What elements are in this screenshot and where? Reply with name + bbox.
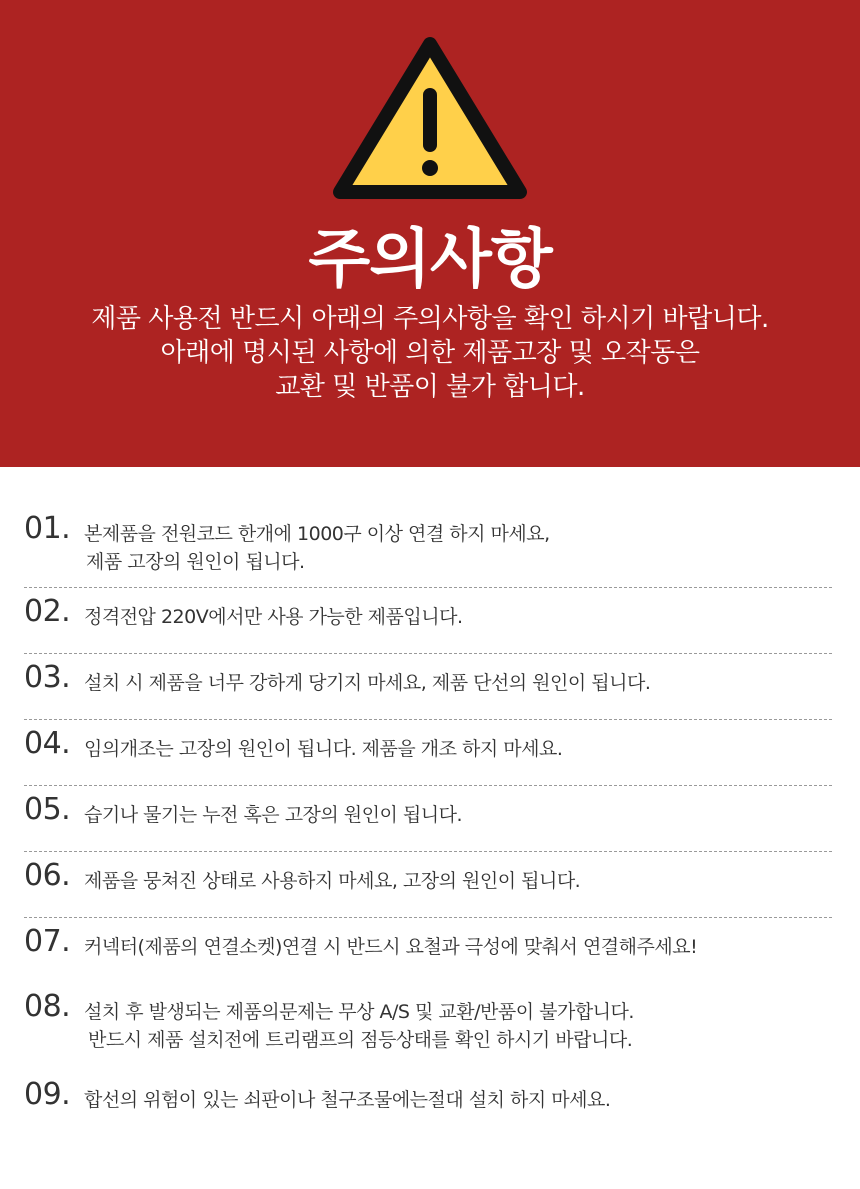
notice-line: 커넥터(제품의 연결소켓)연결 시 반드시 요철과 극성에 맞춰서 연결해주세요!: [84, 936, 698, 958]
notice-number: 02.: [24, 594, 71, 629]
notice-line: 합선의 위험이 있는 쇠판이나 철구조물에는절대 설치 하지 마세요.: [84, 1089, 611, 1111]
intro-line: 제품 사용전 반드시 아래의 주의사항을 확인 하시기 바랍니다.: [91, 304, 769, 334]
intro-text: [0, 302, 860, 404]
notice-line: 본제품을 전원코드 한개에 1000구 이상 연결 하지 마세요,: [84, 523, 550, 545]
notice-item-02: [24, 588, 832, 654]
notice-text: [84, 603, 462, 631]
page-title: 주의사항: [308, 223, 552, 297]
intro-line: 아래에 명시된 사항에 의한 제품고장 및 오작동은: [160, 338, 700, 368]
notice-number: 01.: [24, 511, 71, 546]
notice-number: 07.: [24, 924, 71, 959]
notice-text: [84, 1086, 610, 1114]
notice-text: [84, 867, 580, 895]
notice-line: 제품을 뭉쳐진 상태로 사용하지 마세요, 고장의 원인이 됩니다.: [84, 870, 581, 892]
notice-line: 반드시 제품 설치전에 트리램프의 점등상태를 확인 하시기 바랍니다.: [88, 1029, 633, 1051]
notice-text: [84, 735, 562, 763]
notice-line: 임의개조는 고장의 원인이 됩니다. 제품을 개조 하지 마세요.: [84, 738, 563, 760]
notice-number: 05.: [24, 792, 71, 827]
notice-item-05: [24, 786, 832, 852]
warning-banner: [0, 0, 860, 467]
notice-number: 03.: [24, 660, 71, 695]
notice-line: 제품 고장의 원인이 됩니다.: [86, 551, 305, 573]
notice-item-08: [24, 983, 832, 1071]
notice-number: 06.: [24, 858, 71, 893]
notice-number: 08.: [24, 989, 71, 1024]
notice-item-01: [24, 505, 832, 588]
notice-line: 설치 후 발생되는 제품의문제는 무상 A/S 및 교환/반품이 불가합니다.: [84, 1001, 634, 1023]
intro-line: 교환 및 반품이 불가 합니다.: [275, 372, 585, 402]
notice-number: 09.: [24, 1077, 71, 1112]
notice-text: [84, 933, 697, 961]
notice-number: 04.: [24, 726, 71, 761]
notice-text: [84, 998, 634, 1054]
notice-list: [24, 505, 832, 1136]
notice-line: 습기나 물기는 누전 혹은 고장의 원인이 됩니다.: [84, 804, 463, 826]
notice-line: 설치 시 제품을 너무 강하게 당기지 마세요, 제품 단선의 원인이 됩니다.: [84, 672, 651, 694]
notice-text: [84, 669, 650, 697]
notice-text: [84, 520, 550, 576]
notice-item-06: [24, 852, 832, 918]
notice-item-04: [24, 720, 832, 786]
notice-item-07: [24, 918, 832, 983]
notice-item-09: [24, 1071, 832, 1136]
notice-text: [84, 801, 462, 829]
warning-triangle-icon: [330, 32, 530, 204]
notice-item-03: [24, 654, 832, 720]
notice-line: 정격전압 220V에서만 사용 가능한 제품입니다.: [84, 606, 463, 628]
